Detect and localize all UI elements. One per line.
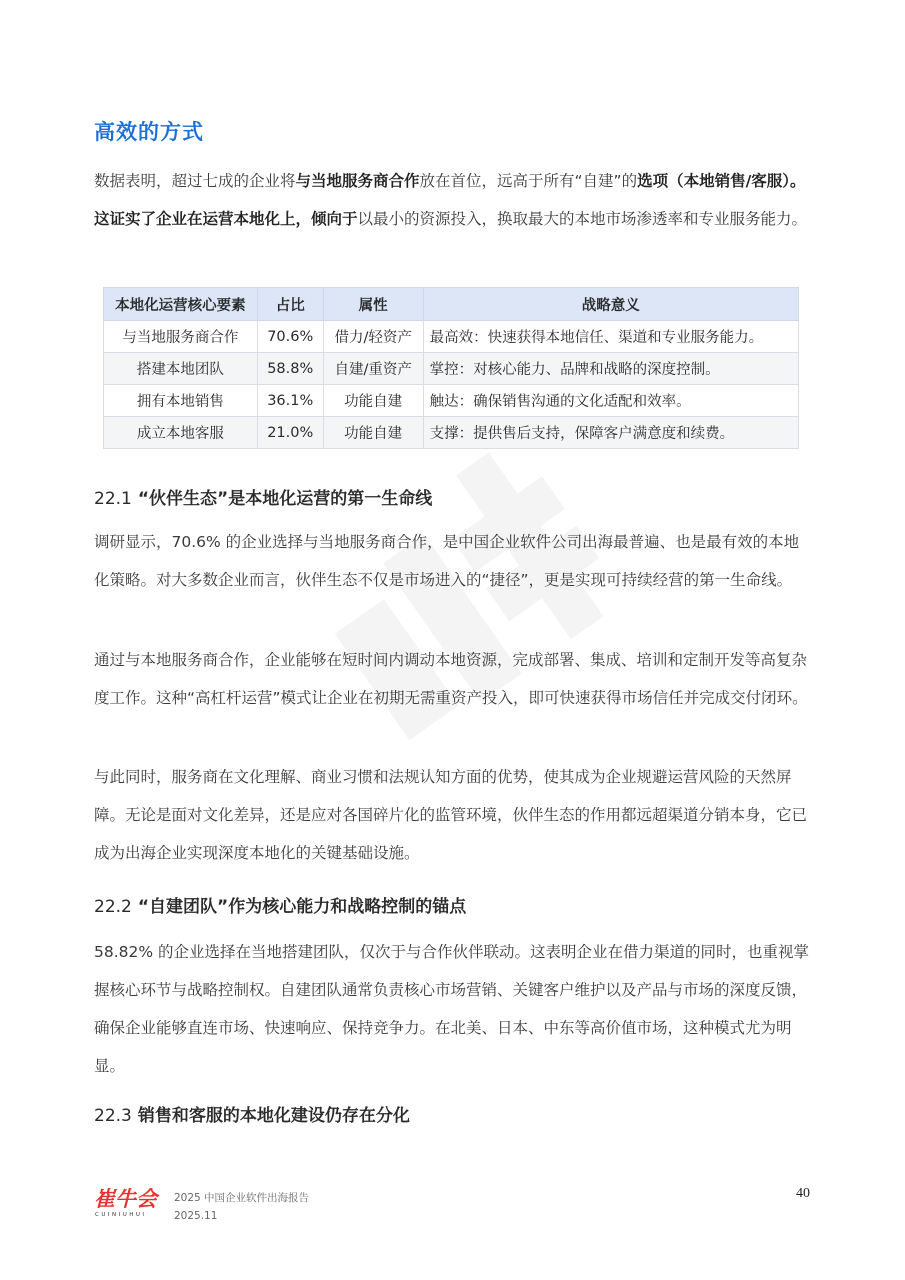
table-row [104, 353, 799, 385]
cell-share: 21.0% [257, 417, 323, 449]
s221-paragraph-2: 通过与本地服务商合作，企业能够在短时间内调动本地资源，完成部署、集成、培训和定制开发等高复杂度工作。这种“高杠杆运营”模式让企业在初期无需重资产投入，即可快速获得市场信任并完成交付闭环。 [94, 651, 808, 707]
cuiniuhui-logo [94, 1185, 164, 1219]
cell-attribute: 功能自建 [323, 385, 423, 417]
col-header-significance: 战略意义 [423, 288, 798, 321]
s221-paragraph-1: 调研显示，70.6% 的企业选择与当地服务商合作，是中国企业软件公司出海最普遍、也是最有效的本地化策略。对大多数企业而言，伙伴生态不仅是市场进入的“捷径”，更是实现可持续经营的第一生命线。 [94, 533, 800, 589]
footer-report-title: 2025 中国企业软件出海报告 [174, 1192, 310, 1204]
cell-share: 70.6% [257, 321, 323, 353]
table-row [104, 321, 799, 353]
svg-text:崔牛会: 崔牛会 [94, 1187, 157, 1211]
table-header-row [104, 288, 799, 321]
cell-significance: 支撑：提供售后支持，保障客户满意度和续费。 [423, 417, 798, 449]
table-row [104, 385, 799, 417]
cell-attribute: 自建/重资产 [323, 353, 423, 385]
cell-attribute: 功能自建 [323, 417, 423, 449]
subsection-heading-22-2: 22.2 “自建团队”作为核心能力和战略控制的锚点 [94, 897, 467, 917]
section-heading: 高效的方式 [94, 120, 204, 144]
localization-elements-table [103, 287, 799, 449]
cuiniuhui-watermark [300, 430, 640, 770]
cell-significance: 掌控：对核心能力、品牌和战略的深度控制。 [423, 353, 798, 385]
col-header-attribute: 属性 [323, 288, 423, 321]
col-header-share: 占比 [257, 288, 323, 321]
cell-element: 搭建本地团队 [104, 353, 258, 385]
col-header-element: 本地化运营核心要素 [104, 288, 258, 321]
intro-paragraph: 数据表明，超过七成的企业将与当地服务商合作放在首位，远高于所有“自建”的选项（本地销售/客服）。这证实了企业在运营本地化上，倾向于以最小的资源投入，换取最大的本地市场渗透率和专业服务能力。 [94, 172, 808, 228]
cell-element: 成立本地客服 [104, 417, 258, 449]
table-row [104, 417, 799, 449]
subsection-heading-22-1: 22.1 “伙伴生态”是本地化运营的第一生命线 [94, 489, 433, 509]
subsection-heading-22-3: 22.3 销售和客服的本地化建设仍存在分化 [94, 1106, 410, 1126]
s222-paragraph-1: 58.82% 的企业选择在当地搭建团队，仅次于与合作伙伴联动。这表明企业在借力渠道的同时，也重视掌握核心环节与战略控制权。自建团队通常负责核心市场营销、关键客户维护以及产品与市场的深度反馈，确保企业能够直连市场、快速响应、保持竞争力。在北美、日本、中东等高价值市场，这种模式尤为明显。 [94, 943, 810, 1075]
cell-element: 与当地服务商合作 [104, 321, 258, 353]
cell-attribute: 借力/轻资产 [323, 321, 423, 353]
cell-element: 拥有本地销售 [104, 385, 258, 417]
page-number: 40 [796, 1186, 810, 1201]
cell-share: 58.8% [257, 353, 323, 385]
cell-share: 36.1% [257, 385, 323, 417]
footer-date: 2025.11 [174, 1210, 218, 1222]
cell-significance: 触达：确保销售沟通的文化适配和效率。 [423, 385, 798, 417]
svg-text:CUINIUHUI: CUINIUHUI [95, 1212, 147, 1218]
cell-significance: 最高效：快速获得本地信任、渠道和专业服务能力。 [423, 321, 798, 353]
s221-paragraph-3: 与此同时，服务商在文化理解、商业习惯和法规认知方面的优势，使其成为企业规避运营风险的天然屏障。无论是面对文化差异，还是应对各国碎片化的监管环境，伙伴生态的作用都远超渠道分销本身，它已成为出海企业实现深度本地化的关键基础设施。 [94, 768, 808, 862]
